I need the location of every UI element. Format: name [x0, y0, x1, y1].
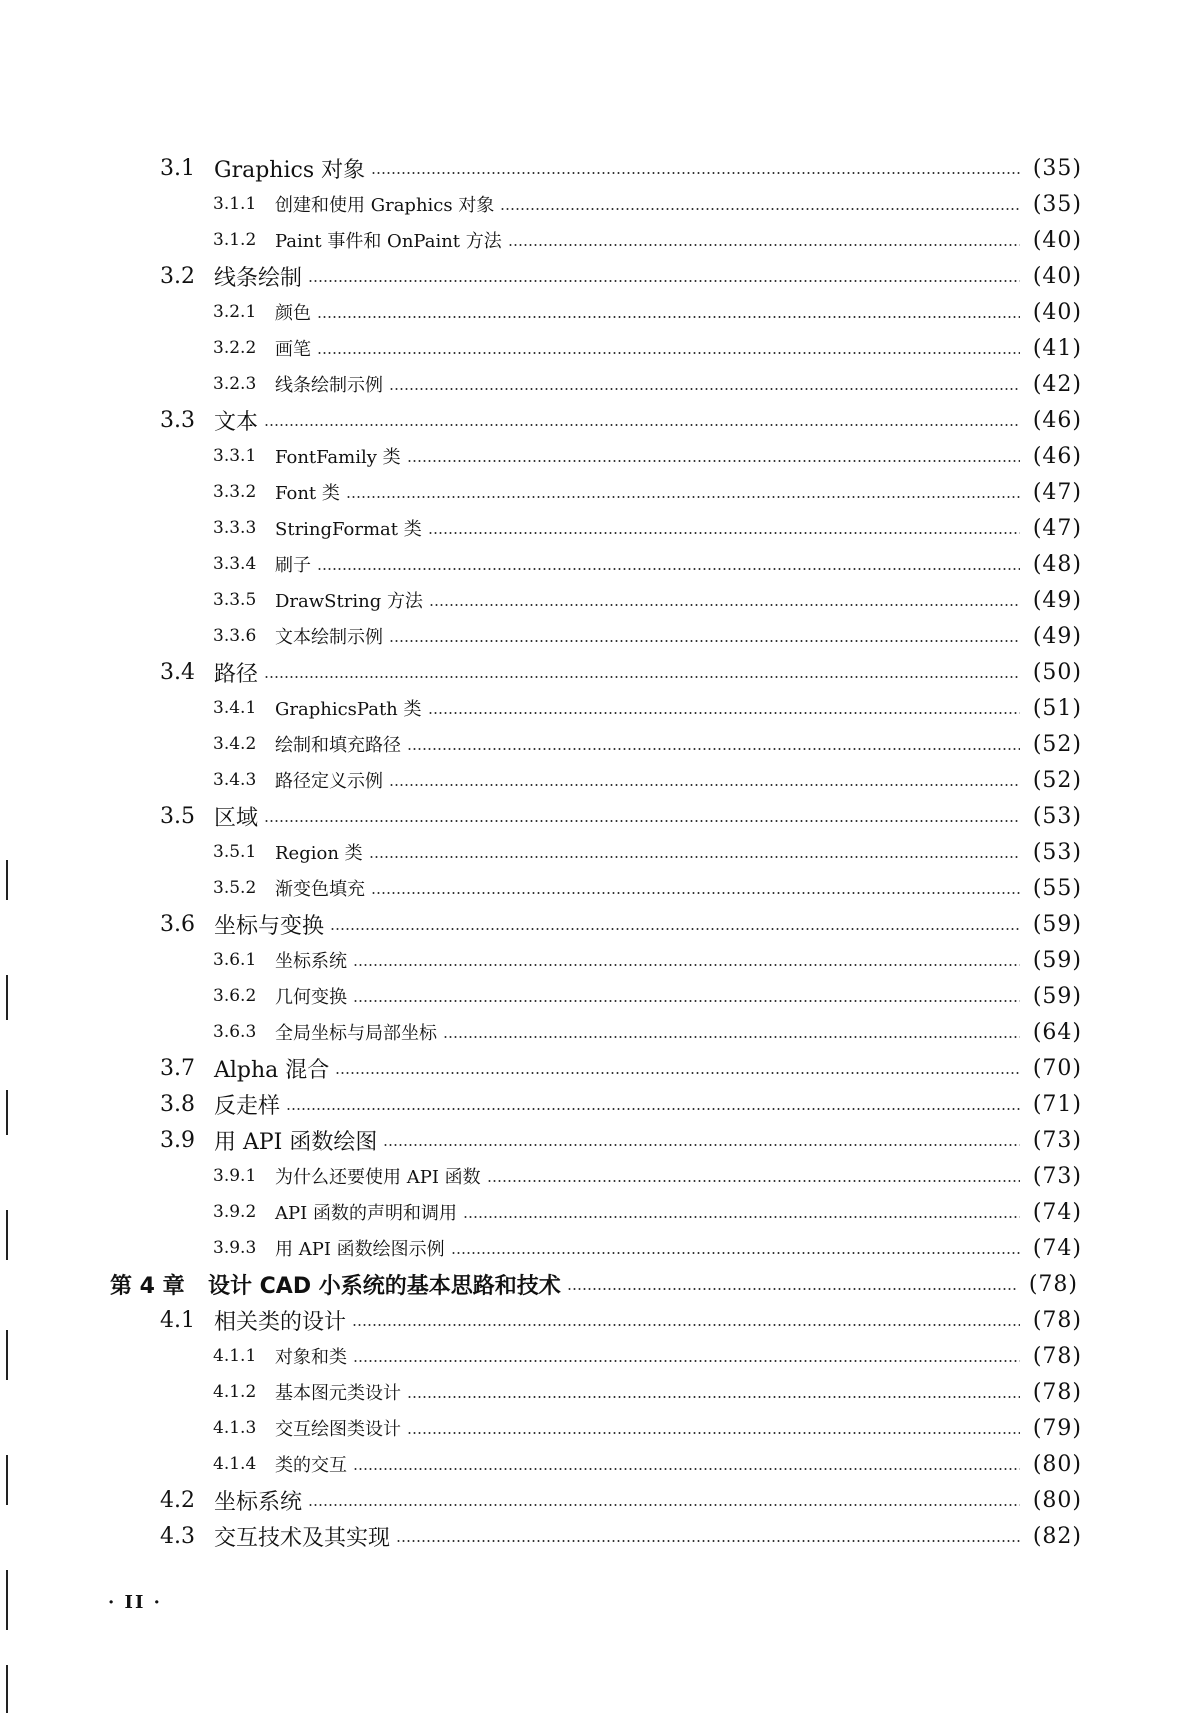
toc-entry	[0, 510, 1190, 546]
dot-leader	[353, 964, 1020, 966]
toc-entry	[0, 1374, 1190, 1410]
toc-entry-number: 4.1.2	[213, 1382, 257, 1402]
toc-entry-number: 4.1.1	[213, 1346, 257, 1366]
toc-entry	[0, 834, 1190, 870]
toc-entry	[0, 294, 1190, 330]
dot-leader	[353, 1360, 1020, 1362]
toc-entry-title: 线条绘制	[214, 265, 303, 291]
toc-entry-number: 3.3.3	[213, 518, 257, 538]
toc-entry	[0, 1338, 1190, 1374]
toc-entry	[0, 330, 1190, 366]
dot-leader	[335, 1072, 1020, 1074]
toc-entry	[0, 474, 1190, 510]
toc-entry	[0, 186, 1190, 222]
toc-entry-number: 3.3.6	[213, 626, 257, 646]
toc-entry-title: StringFormat 类	[275, 519, 422, 540]
toc-entry-number: 4.1.4	[213, 1454, 257, 1474]
toc-entry-number: 3.2.2	[213, 338, 257, 358]
toc-entry-page: (40)	[1032, 227, 1082, 253]
toc-chapter-entry	[0, 1266, 1190, 1302]
toc-entry-title: 路径定义示例	[275, 771, 383, 792]
dot-leader	[407, 748, 1020, 750]
toc-entry-page: (49)	[1032, 587, 1082, 613]
dot-leader	[463, 1216, 1020, 1218]
toc-entry	[0, 150, 1190, 186]
toc-entry	[0, 1014, 1190, 1050]
toc-entry-page: (74)	[1032, 1199, 1082, 1225]
dot-leader	[407, 460, 1020, 462]
toc-entry-page: (74)	[1032, 1235, 1082, 1261]
toc-entry	[0, 582, 1190, 618]
toc-entry	[0, 618, 1190, 654]
dot-leader	[451, 1252, 1020, 1254]
table-of-contents	[0, 150, 1190, 1554]
dot-leader	[428, 532, 1020, 534]
toc-entry-title: Region 类	[275, 843, 363, 864]
toc-entry-number: 3.3	[160, 407, 195, 433]
toc-entry	[0, 1230, 1190, 1266]
toc-entry-page: (46)	[1032, 407, 1082, 433]
toc-entry-number: 3.9	[160, 1127, 195, 1153]
toc-entry-page: (55)	[1032, 875, 1082, 901]
toc-entry-number: 3.3.2	[213, 482, 257, 502]
toc-entry	[0, 402, 1190, 438]
toc-entry-title: 几何变换	[275, 987, 347, 1008]
dot-leader	[443, 1036, 1020, 1038]
toc-entry	[0, 1194, 1190, 1230]
toc-entry-title: 文本	[214, 409, 259, 435]
scan-edge-mark	[6, 1570, 8, 1630]
toc-entry	[0, 1482, 1190, 1518]
toc-entry-title: 渐变色填充	[275, 879, 365, 900]
toc-entry-title: 用 API 函数绘图示例	[275, 1239, 445, 1260]
toc-entry	[0, 222, 1190, 258]
toc-entry-title: 绘制和填充路径	[275, 735, 401, 756]
toc-entry	[0, 1302, 1190, 1338]
toc-entry-page: (78)	[1032, 1343, 1082, 1369]
dot-leader	[353, 1000, 1020, 1002]
toc-entry	[0, 978, 1190, 1014]
toc-entry-page: (46)	[1032, 443, 1082, 469]
toc-entry-number: 3.4.3	[213, 770, 257, 790]
toc-entry-title: DrawString 方法	[275, 591, 423, 612]
dot-leader	[346, 496, 1020, 498]
toc-entry-title: Alpha 混合	[214, 1057, 330, 1083]
scan-edge-mark	[6, 975, 8, 1020]
toc-entry-page: (82)	[1032, 1523, 1082, 1549]
dot-leader	[369, 856, 1020, 858]
toc-entry	[0, 1122, 1190, 1158]
dot-leader	[286, 1108, 1020, 1110]
dot-leader	[317, 352, 1020, 354]
toc-entry-page: (47)	[1032, 515, 1082, 541]
toc-entry-page: (49)	[1032, 623, 1082, 649]
scan-edge-mark	[6, 1090, 8, 1135]
toc-entry-page: (59)	[1032, 947, 1082, 973]
scan-edge-mark	[6, 860, 8, 900]
toc-entry	[0, 1158, 1190, 1194]
toc-entry-page: (51)	[1032, 695, 1082, 721]
dot-leader	[389, 784, 1020, 786]
toc-entry	[0, 1050, 1190, 1086]
toc-entry-number: 3.2.1	[213, 302, 257, 322]
dot-leader	[383, 1144, 1020, 1146]
toc-entry-number: 3.1.2	[213, 230, 257, 250]
dot-leader	[264, 676, 1020, 678]
toc-entry-page: (48)	[1032, 551, 1082, 577]
dot-leader	[308, 1504, 1020, 1506]
toc-entry-title: 路径	[214, 661, 259, 687]
toc-entry-page: (78)	[1032, 1307, 1082, 1333]
toc-entry-page: (35)	[1032, 191, 1082, 217]
toc-entry-title: Font 类	[275, 483, 340, 504]
toc-entry-title: 对象和类	[275, 1347, 347, 1368]
toc-entry	[0, 762, 1190, 798]
toc-entry-title: FontFamily 类	[275, 447, 401, 468]
toc-entry-title: 刷子	[275, 555, 311, 576]
dot-leader	[371, 892, 1020, 894]
toc-entry-title: 文本绘制示例	[275, 627, 383, 648]
toc-entry	[0, 1446, 1190, 1482]
dot-leader	[389, 640, 1020, 642]
toc-entry	[0, 1518, 1190, 1554]
toc-entry-number: 3.4	[160, 659, 195, 685]
toc-entry-page: (52)	[1032, 767, 1082, 793]
toc-entry-number: 3.1	[160, 155, 195, 181]
toc-entry-page: (80)	[1032, 1487, 1082, 1513]
page-number-footer: · II ·	[108, 1592, 162, 1613]
toc-entry-title: 坐标系统	[214, 1489, 303, 1515]
dot-leader	[264, 424, 1020, 426]
toc-entry	[0, 258, 1190, 294]
toc-entry-page: (42)	[1032, 371, 1082, 397]
toc-entry-title: 设计 CAD 小系统的基本思路和技术	[208, 1273, 561, 1299]
toc-entry-number: 3.5	[160, 803, 195, 829]
dot-leader	[389, 388, 1020, 390]
toc-entry-number: 3.9.3	[213, 1238, 257, 1258]
toc-entry-title: 坐标系统	[275, 951, 347, 972]
toc-entry-title: 全局坐标与局部坐标	[275, 1023, 437, 1044]
toc-entry-page: (73)	[1032, 1127, 1082, 1153]
toc-entry-number: 3.9.2	[213, 1202, 257, 1222]
toc-entry	[0, 1086, 1190, 1122]
toc-entry-page: (47)	[1032, 479, 1082, 505]
dot-leader	[353, 1468, 1020, 1470]
toc-entry-page: (53)	[1032, 839, 1082, 865]
toc-entry-title: 基本图元类设计	[275, 1383, 401, 1404]
scan-edge-mark	[6, 1210, 8, 1260]
dot-leader	[308, 280, 1020, 282]
toc-entry-number: 3.6.2	[213, 986, 257, 1006]
toc-entry	[0, 1410, 1190, 1446]
toc-entry-number: 3.2.3	[213, 374, 257, 394]
toc-entry-number: 第 4 章	[110, 1273, 185, 1299]
dot-leader	[317, 316, 1020, 318]
toc-entry-number: 3.5.1	[213, 842, 257, 862]
toc-entry-title: 相关类的设计	[214, 1309, 347, 1335]
toc-entry-number: 3.2	[160, 263, 195, 289]
toc-entry	[0, 366, 1190, 402]
dot-leader	[429, 604, 1020, 606]
dot-leader	[330, 928, 1020, 930]
toc-entry-number: 3.4.2	[213, 734, 257, 754]
toc-entry	[0, 942, 1190, 978]
toc-entry-title: 颜色	[275, 303, 311, 324]
toc-entry-page: (52)	[1032, 731, 1082, 757]
toc-entry-number: 3.6.3	[213, 1022, 257, 1042]
toc-entry-number: 3.6.1	[213, 950, 257, 970]
dot-leader	[396, 1540, 1020, 1542]
toc-entry-title: 区域	[214, 805, 259, 831]
dot-leader	[407, 1396, 1020, 1398]
toc-entry-title: 创建和使用 Graphics 对象	[275, 195, 495, 216]
toc-entry-title: 交互绘图类设计	[275, 1419, 401, 1440]
toc-entry-number: 3.9.1	[213, 1166, 257, 1186]
toc-entry	[0, 906, 1190, 942]
dot-leader	[487, 1180, 1020, 1182]
toc-entry-page: (79)	[1032, 1415, 1082, 1441]
toc-entry-page: (59)	[1032, 911, 1082, 937]
toc-entry-number: 4.1.3	[213, 1418, 257, 1438]
toc-entry-title: 画笔	[275, 339, 311, 360]
toc-entry-title: 为什么还要使用 API 函数	[275, 1167, 481, 1188]
toc-entry-title: 反走样	[214, 1093, 281, 1119]
toc-entry-page: (73)	[1032, 1163, 1082, 1189]
toc-entry-page: (71)	[1032, 1091, 1082, 1117]
toc-entry-page: (78)	[1028, 1271, 1078, 1297]
dot-leader	[407, 1432, 1020, 1434]
toc-entry-title: 坐标与变换	[214, 913, 325, 939]
toc-entry-number: 3.7	[160, 1055, 195, 1081]
toc-entry-page: (41)	[1032, 335, 1082, 361]
toc-entry-number: 3.8	[160, 1091, 195, 1117]
toc-entry	[0, 798, 1190, 834]
toc-entry-number: 3.1.1	[213, 194, 257, 214]
dot-leader	[317, 568, 1020, 570]
toc-entry-title: 用 API 函数绘图	[214, 1129, 378, 1155]
toc-entry-number: 4.3	[160, 1523, 195, 1549]
toc-entry	[0, 726, 1190, 762]
toc-entry-page: (40)	[1032, 299, 1082, 325]
dot-leader	[567, 1288, 1016, 1290]
toc-entry-page: (50)	[1032, 659, 1082, 685]
toc-entry-number: 4.1	[160, 1307, 195, 1333]
toc-entry-title: 线条绘制示例	[275, 375, 383, 396]
scan-edge-mark	[6, 1330, 8, 1380]
toc-entry-title: 交互技术及其实现	[214, 1525, 391, 1551]
toc-entry-number: 3.6	[160, 911, 195, 937]
toc-entry	[0, 438, 1190, 474]
toc-entry-number: 3.4.1	[213, 698, 257, 718]
toc-entry-title: GraphicsPath 类	[275, 699, 422, 720]
dot-leader	[500, 208, 1020, 210]
toc-entry-page: (80)	[1032, 1451, 1082, 1477]
toc-entry-title: Paint 事件和 OnPaint 方法	[275, 231, 502, 252]
dot-leader	[352, 1324, 1020, 1326]
toc-entry-page: (53)	[1032, 803, 1082, 829]
dot-leader	[371, 172, 1020, 174]
toc-entry-title: 类的交互	[275, 1455, 347, 1476]
toc-entry-title: Graphics 对象	[214, 157, 366, 183]
toc-entry	[0, 546, 1190, 582]
toc-entry-number: 4.2	[160, 1487, 195, 1513]
toc-entry-page: (64)	[1032, 1019, 1082, 1045]
scan-edge-mark	[6, 1665, 8, 1713]
toc-entry	[0, 654, 1190, 690]
toc-entry-number: 3.3.1	[213, 446, 257, 466]
toc-entry-number: 3.3.4	[213, 554, 257, 574]
scan-edge-mark	[6, 1455, 8, 1505]
toc-entry-page: (40)	[1032, 263, 1082, 289]
toc-entry	[0, 870, 1190, 906]
toc-entry-number: 3.5.2	[213, 878, 257, 898]
toc-entry-page: (59)	[1032, 983, 1082, 1009]
dot-leader	[264, 820, 1020, 822]
toc-entry-page: (35)	[1032, 155, 1082, 181]
toc-entry-number: 3.3.5	[213, 590, 257, 610]
toc-entry-page: (70)	[1032, 1055, 1082, 1081]
toc-entry-page: (78)	[1032, 1379, 1082, 1405]
toc-entry	[0, 690, 1190, 726]
dot-leader	[508, 244, 1020, 246]
dot-leader	[428, 712, 1021, 714]
toc-entry-title: API 函数的声明和调用	[275, 1203, 457, 1224]
